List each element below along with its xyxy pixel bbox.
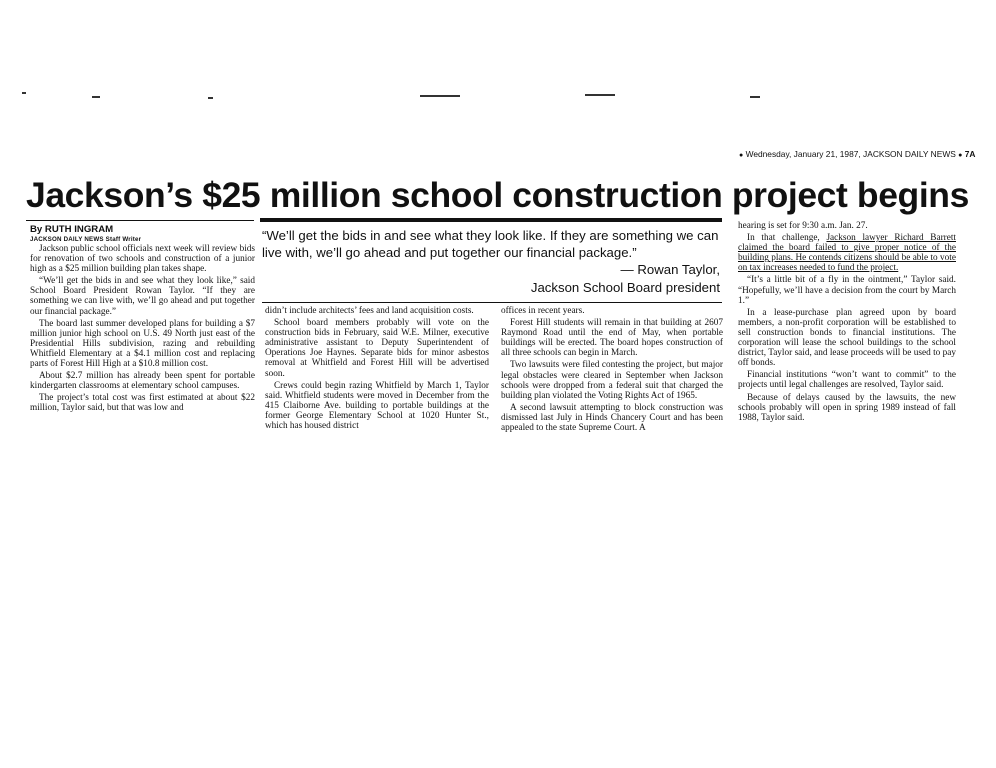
headline-rule <box>260 218 722 222</box>
headline: Jackson’s $25 million school construction project begins <box>26 175 969 215</box>
scan-speck <box>750 96 760 98</box>
paragraph-start: In that challenge, <box>747 233 827 244</box>
scan-speck <box>208 97 213 99</box>
paragraph: Because of delays caused by the lawsuits, the new schools probably will open in spring 1989 instead of fall 1988, Taylor said. <box>738 392 956 423</box>
pull-quote-text: “We’ll get the bids in and see what they look like. If they are something we can live with, we’ll go ahead and put together our financial package.” <box>262 228 719 261</box>
paragraph: offices in recent years. <box>501 306 585 316</box>
page-number: 7A <box>964 149 976 159</box>
staff-credit: JACKSON DAILY NEWS Staff Writer <box>30 236 142 243</box>
newspaper-clipping <box>20 148 976 458</box>
pull-quote-rule <box>262 302 722 303</box>
paragraph: “It’s a little bit of a fly in the ointment,” Taylor said. “Hopefully, we’ll have a decision from the court by March 1.” <box>738 275 956 306</box>
paragraph: The project’s total cost was first estimated at about $22 million, Taylor said, but that was low and <box>30 393 255 414</box>
scan-speck <box>22 92 26 94</box>
paragraph: Jackson public school officials next week will review bids for renovation of two schools and construction of a junior high as a $25 million building plan takes shape. <box>30 244 255 275</box>
byline: By RUTH INGRAM <box>30 224 114 235</box>
underlined-passage: Jackson lawyer Richard Barrett claimed the board failed to give proper notice of the building plans. He contends citizens should be able to vote on tax increases needed to fund the project. <box>738 233 956 274</box>
paragraph: About $2.7 million has already been spent for portable kindergarten classrooms at elementary school campuses. <box>30 371 255 392</box>
pull-quote-name: — Rowan Taylor, <box>620 262 720 278</box>
article-column-4 <box>738 221 956 425</box>
article-column-3 <box>501 306 723 435</box>
pull-quote <box>262 227 720 297</box>
dateline: ● Wednesday, January 21, 1987, JACKSON DAILY NEWS ● 7A <box>739 149 976 159</box>
paragraph: Financial institutions “won’t want to commit” to the projects until legal challenges are resolved, Taylor said. <box>738 370 956 391</box>
headline-rule-left <box>26 220 254 221</box>
scan-speck <box>92 96 100 98</box>
paragraph: Crews could begin razing Whitfield by March 1, Taylor said. Whitfield students were moved in December from the 415 Claiborne Ave. building to portable buildings at the former George Elementary School at 1020 Hunter St., which has housed district <box>265 380 489 432</box>
scan-speck <box>420 95 460 97</box>
paragraph: The board last summer developed plans for building a $7 million junior high school on U.S. 49 North just east of the Presidential Hills subdivision, razing and rebuilding Whitfield Elementary at a $4.1 million cost and replacing parts of Forest Hill High at a $10.8 million cost. <box>30 318 255 370</box>
paragraph: Two lawsuits were filed contesting the project, but major legal obstacles were cleared in September when Jackson schools were dropped from a federal suit that charged the building plan violated the Voting Rights Act of 1965. <box>501 360 723 401</box>
article-column-2 <box>265 306 489 433</box>
paragraph: In a lease-purchase plan agreed upon by board members, a non-profit corporation will be established to sell construction bonds to financial institutions. The corporation will lease the school buildings to the school district, Taylor said, and lease proceeds will be used to pay off bonds. <box>738 307 956 369</box>
article-column-1 <box>30 244 255 416</box>
paragraph: hearing is set for 9:30 a.m. Jan. 27. <box>738 221 868 231</box>
paragraph: didn’t include architects’ fees and land acquisition costs. <box>265 306 474 316</box>
pull-quote-title: Jackson School Board president <box>530 279 720 295</box>
paragraph: Forest Hill students will remain in that building at 2607 Raymond Road until the end of May, when portable buildings will be erected. The board hopes construction of all three schools can begin in March. <box>501 318 723 359</box>
paragraph <box>738 233 956 273</box>
paragraph: School board members probably will vote on the construction bids in February, said W.E. Milner, executive administrative assistant to Deputy Superintendent of Operations Joe Haynes. Separate bids for minor asbestos removal at Whitfield and Forest Hill will be advertised soon. <box>265 318 489 379</box>
scan-speck <box>585 94 615 96</box>
paragraph: “We’ll get the bids in and see what they look like,” said School Board President Rowan Taylor. “If they are something we can live with, we’ll go ahead and put together our financial package.” <box>30 276 255 317</box>
paragraph: A second lawsuit attempting to block construction was dismissed last July in Hinds Chancery Court and has been appealed to the state Supreme Court. A <box>501 402 723 434</box>
dateline-text: Wednesday, January 21, 1987, JACKSON DAILY NEWS <box>745 149 956 159</box>
